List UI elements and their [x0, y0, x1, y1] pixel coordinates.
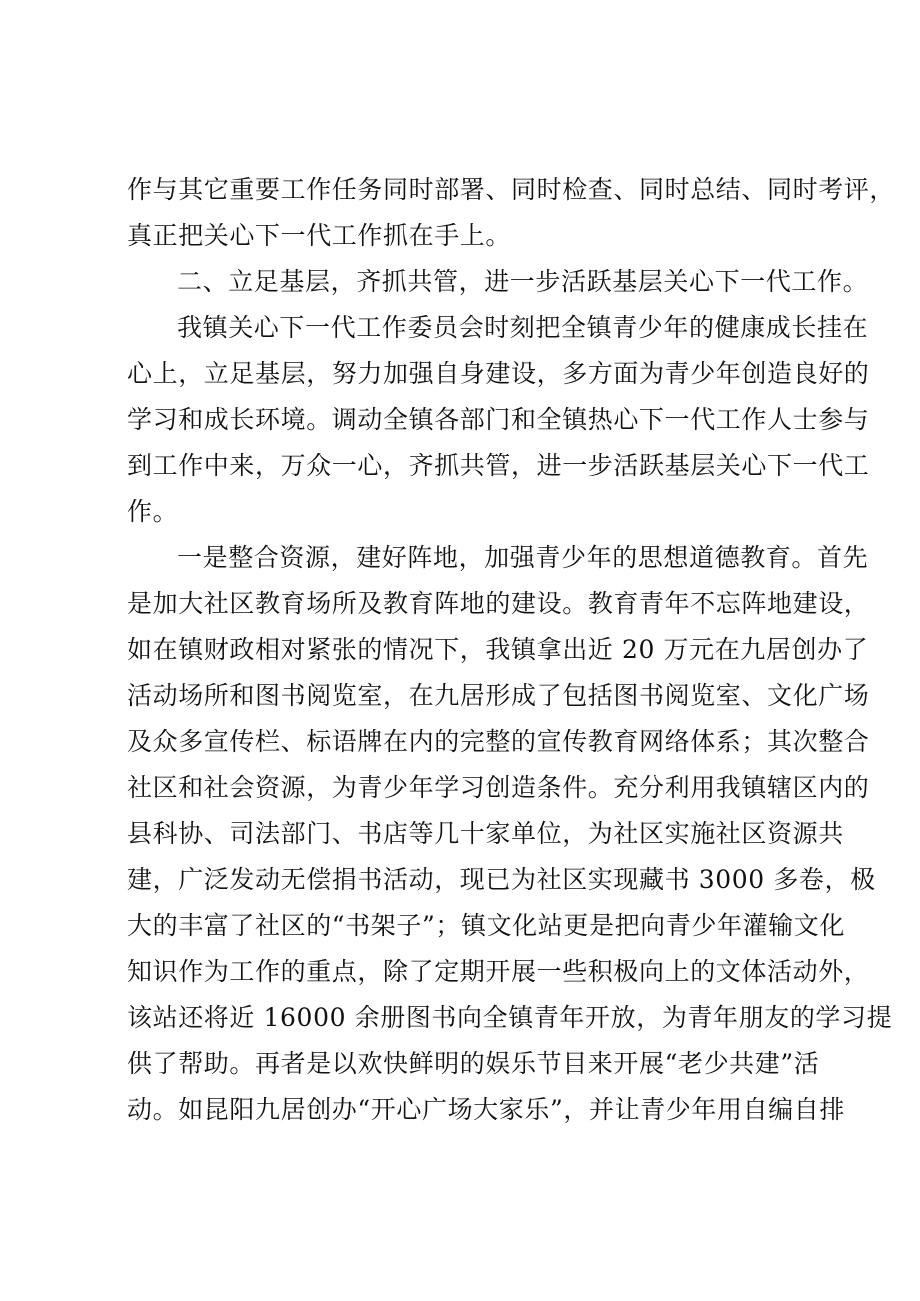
text-line: 知识作为工作的重点，除了定期开展一些积极向上的文体活动外，: [127, 957, 870, 986]
text-line: 真正把关心下一代工作抓在手上。: [127, 221, 512, 250]
text-line: 学习和成长环境。调动全镇各部门和全镇热心下一代工作人士参与: [127, 405, 870, 434]
text-line: 一是整合资源，建好阵地，加强青少年的思想道德教育。首先: [177, 543, 869, 572]
text-line: 是加大社区教育场所及教育阵地的建设。教育青年不忘阵地建设，: [127, 589, 870, 618]
text-line: 作与其它重要工作任务同时部署、同时检查、同时总结、同时考评，: [127, 175, 896, 204]
text-line: 活动场所和图书阅览室，在九居形成了包括图书阅览室、文化广场: [127, 681, 870, 710]
text-line: 供了帮助。再者是以欢快鲜明的娱乐节目来开展“老少共建”活: [127, 1049, 820, 1078]
text-line: 心上，立足基层，努力加强自身建设，多方面为青少年创造良好的: [127, 359, 870, 388]
text-line: 社区和社会资源，为青少年学习创造条件。充分利用我镇辖区内的: [127, 773, 870, 802]
text-line: 到工作中来，万众一心，齐抓共管，进一步活跃基层关心下一代工: [127, 451, 870, 480]
text-line: 如在镇财政相对紧张的情况下，我镇拿出近 20 万元在九居创办了: [127, 635, 869, 664]
text-line: 我镇关心下一代工作委员会时刻把全镇青少年的健康成长挂在: [177, 313, 869, 342]
text-line: 动。如昆阳九居创办“开心广场大家乐”，并让青少年用自编自排: [127, 1095, 845, 1124]
text-line: 建，广泛发动无偿捐书活动，现已为社区实现藏书 3000 多卷，极: [127, 865, 876, 894]
text-line: 该站还将近 16000 余册图书向全镇青年开放，为青年朋友的学习提: [127, 1003, 893, 1032]
text-line: 作。: [127, 497, 179, 526]
section-heading: 二、立足基层，齐抓共管，进一步活跃基层关心下一代工作。: [177, 267, 869, 296]
text-line: 及众多宣传栏、标语牌在内的完整的宣传教育网络体系；其次整合: [127, 727, 870, 756]
text-line: 大的丰富了社区的“书架子”；镇文化站更是把向青少年灌输文化: [127, 911, 845, 940]
text-line: 县科协、司法部门、书店等几十家单位，为社区实施社区资源共: [127, 819, 844, 848]
